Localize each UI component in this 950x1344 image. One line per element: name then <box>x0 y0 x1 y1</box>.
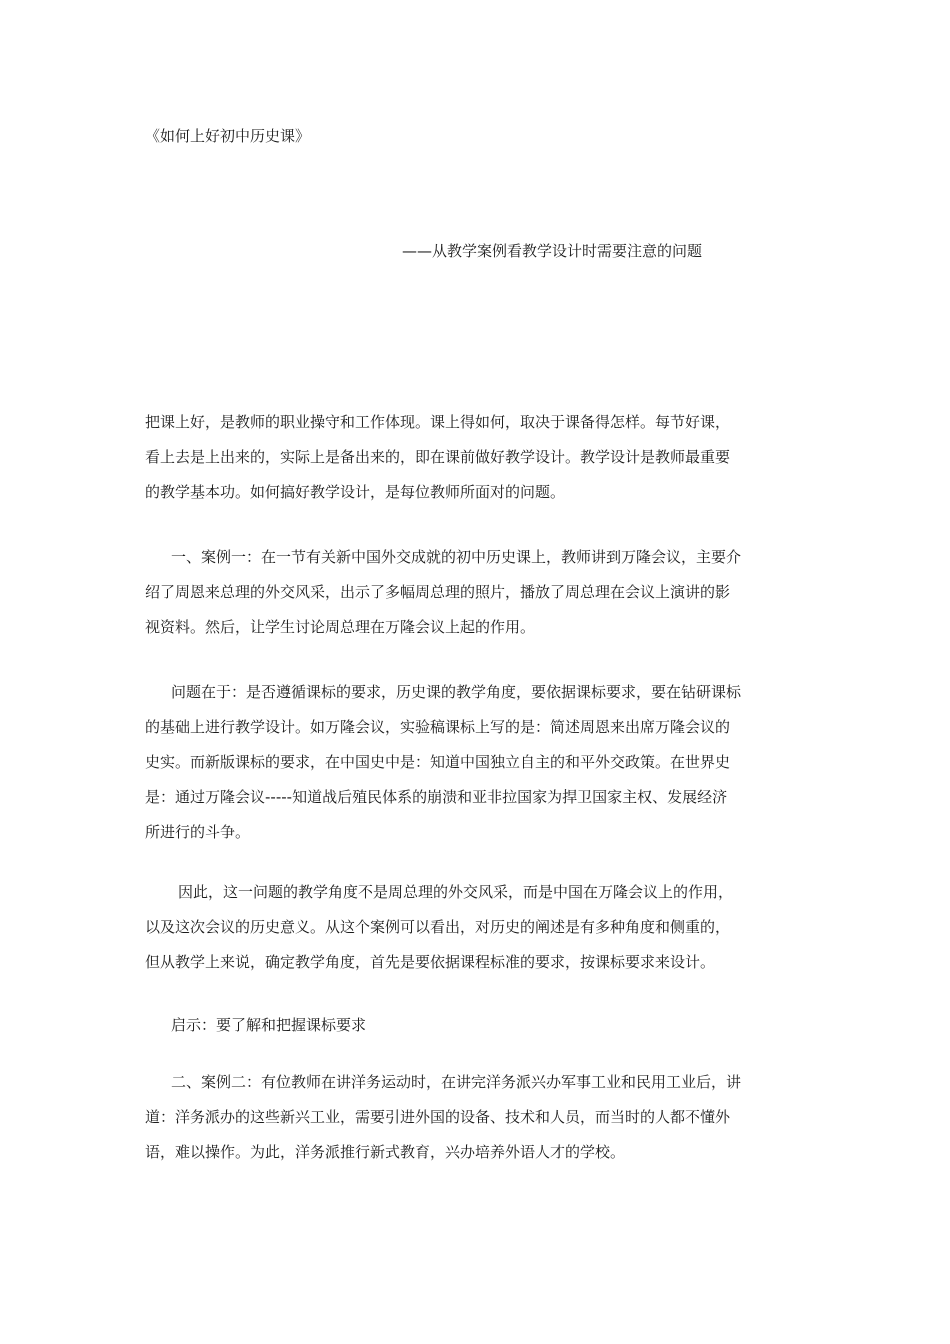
paragraph-line: 以及这次会议的历史意义。从这个案例可以看出，对历史的阐述是有多种角度和侧重的， <box>145 918 731 936</box>
paragraph-line: 的教学基本功。如何搞好教学设计，是每位教师所面对的问题。 <box>145 483 566 501</box>
paragraph-problem <box>145 675 815 850</box>
paragraph-line: 道：洋务派办的这些新兴工业，需要引进外国的设备、技术和人员，而当时的人都不懂外 <box>145 1108 731 1126</box>
paragraph-line: 的基础上进行教学设计。如万隆会议，实验稿课标上写的是：简述周恩来出席万隆会议的 <box>145 718 731 736</box>
document-subtitle: ——从教学案例看教学设计时需要注意的问题 <box>402 242 703 260</box>
paragraph-insight <box>145 1008 815 1043</box>
document-title: 《如何上好初中历史课》 <box>145 127 311 145</box>
paragraph-line: 史实。而新版课标的要求，在中国史中是：知道中国独立自主的和平外交政策。在世界史 <box>145 753 731 771</box>
paragraph-line: 问题在于：是否遵循课标的要求，历史课的教学角度，要依据课标要求，要在钻研课标 <box>171 683 742 701</box>
paragraph-line: 因此，这一问题的教学角度不是周总理的外交风采，而是中国在万隆会议上的作用， <box>178 883 734 901</box>
paragraph-line: 绍了周恩来总理的外交风采，出示了多幅周总理的照片，播放了周总理在会议上演讲的影 <box>145 583 731 601</box>
paragraph-line: 语，难以操作。为此，洋务派推行新式教育，兴办培养外语人才的学校。 <box>145 1143 626 1161</box>
paragraph-line: 一、案例一：在一节有关新中国外交成就的初中历史课上，教师讲到万隆会议，主要介 <box>171 548 742 566</box>
paragraph-line: 看上去是上出来的，实际上是备出来的，即在课前做好教学设计。教学设计是教师最重要 <box>145 448 731 466</box>
paragraph-line: 所进行的斗争。 <box>145 823 251 841</box>
paragraph-intro <box>145 405 815 510</box>
paragraph-conclusion <box>145 875 815 980</box>
paragraph-line: 启示：要了解和把握课标要求 <box>171 1016 367 1034</box>
paragraph-case-one <box>145 540 815 645</box>
paragraph-line: 是：通过万隆会议-----知道战后殖民体系的崩溃和亚非拉国家为捍卫国家主权、发展经济 <box>145 788 728 806</box>
paragraph-line: 二、案例二：有位教师在讲洋务运动时，在讲完洋务派兴办军事工业和民用工业后，讲 <box>171 1073 742 1091</box>
paragraph-line: 把课上好，是教师的职业操守和工作体现。课上得如何，取决于课备得怎样。每节好课， <box>145 413 731 431</box>
paragraph-line: 视资料。然后，让学生讨论周总理在万隆会议上起的作用。 <box>145 618 536 636</box>
paragraph-line: 但从教学上来说，确定教学角度，首先是要依据课程标准的要求，按课标要求来设计。 <box>145 953 716 971</box>
paragraph-case-two <box>145 1065 815 1170</box>
